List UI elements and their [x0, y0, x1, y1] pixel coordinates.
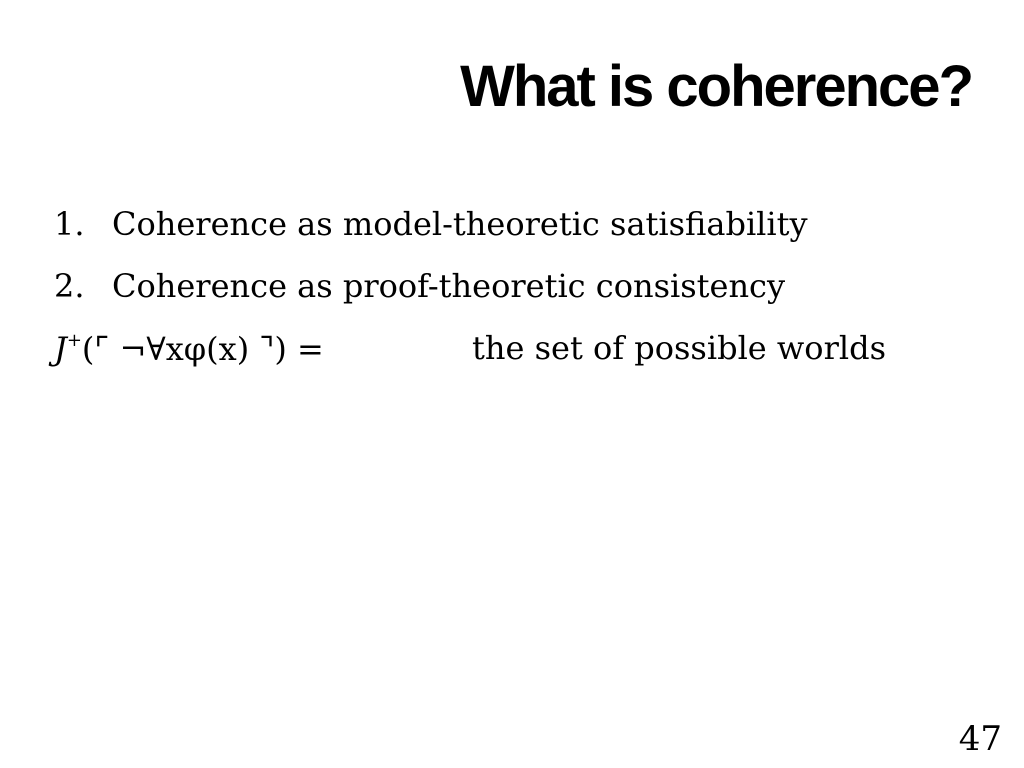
list-item-text: Coherence as proof-theoretic consistency: [112, 267, 786, 305]
list-item: [54, 267, 886, 332]
formula-symbol: J: [54, 330, 67, 368]
formula-line: [54, 329, 886, 394]
formula-superscript: +: [66, 330, 82, 351]
page-number: 47: [958, 719, 1002, 759]
list-item-number: 1.: [54, 205, 85, 243]
slide-title: What is coherence?: [460, 54, 972, 119]
list-item-text: Coherence as model-theoretic satisfiability: [112, 205, 808, 243]
list-item-number: 2.: [54, 267, 85, 305]
formula: [54, 330, 472, 368]
slide-body: [54, 205, 886, 394]
formula-value: the set of possible worlds: [472, 329, 886, 367]
list-item: [54, 205, 886, 270]
formula-argument: (⌜ ¬∀xφ(x) ⌝) =: [81, 330, 324, 368]
